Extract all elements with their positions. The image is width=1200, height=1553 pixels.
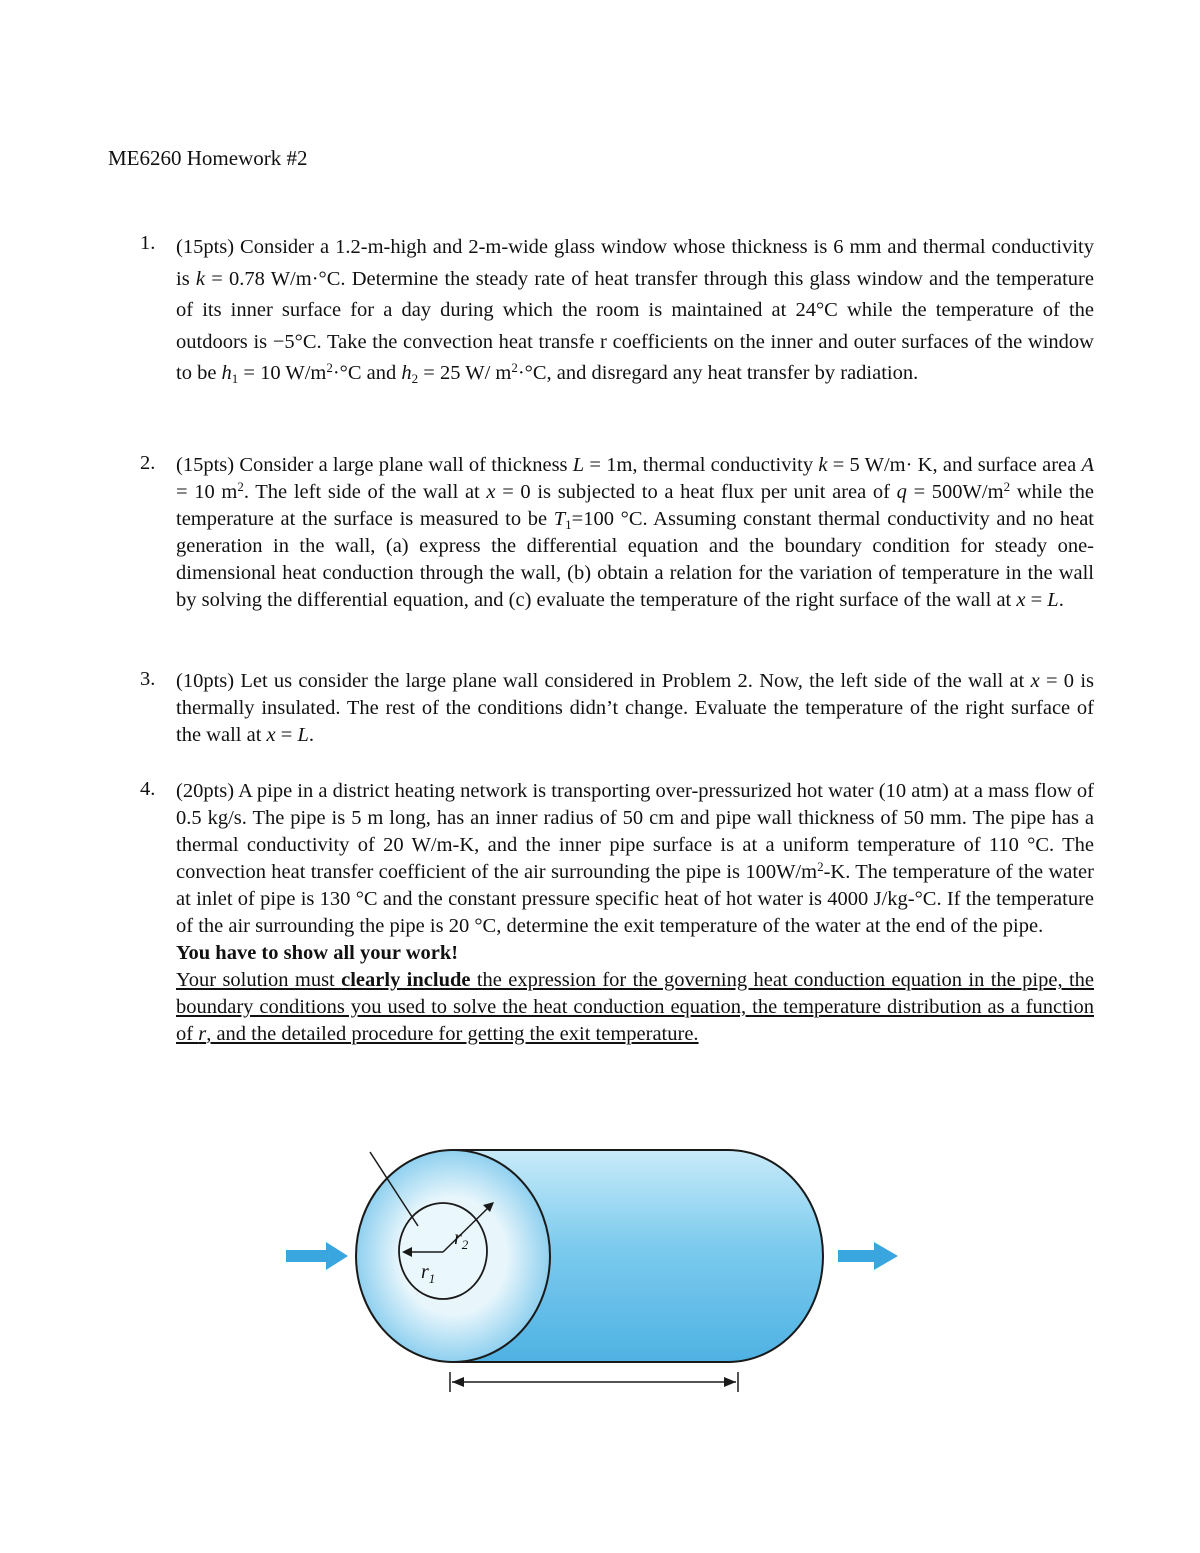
length-dimension	[450, 1372, 738, 1392]
problem-text: (20pts) A pipe in a district heating network is transporting over-pressurized hot water (10 atm) at a mass flow of 0.5 kg/s. The pipe is 5 m long, has an inner radius of 50 cm and pipe wall thickness of 50 mm. The pipe has a thermal conductivity of 20 W/m-K, and the inner pipe surface is at a uniform temperature of 110 °C. The convection heat transfer coefficient of the air surrounding the pipe is $100W/m^2-K$. The temperature of the water at inlet of pipe is 130 °C and the constant pressure specific heat of hot water is 4000 J/kg-°C. If the temperature of the air surrounding the pipe is 20 °C, determine the exit temperature of the water at the end of the pipe.	[176, 780, 1094, 937]
outlet-arrow-icon	[838, 1242, 898, 1270]
problem-4	[140, 778, 1094, 1048]
problem-3	[140, 668, 1094, 749]
problem-number: 4.	[140, 778, 156, 800]
problem-1	[140, 232, 1094, 390]
page-title: ME6260 Homework #2	[108, 146, 308, 170]
problem-2	[140, 452, 1094, 614]
problem-text: (15pts) Consider a large plane wall of thickness L = 1m, thermal conductivity k = 5 W/m· K, and surface area A = 10 $m^2$. The left side of the wall at x = 0 is subjected to a heat flux per unit area of $q = 500W/m^2$ while the temperature at the surface is measured to be $T_1=100$ °C. Assuming constant thermal conductivity and no heat generation in the wall, (a) express the differential equation and the boundary condition for steady one-dimensional heat conduction through the wall, (b) obtain a relation for the variation of temperature in the wall by solving the differential equation, and (c) evaluate the temperature of the right surface of the wall at x = L.	[176, 454, 1094, 611]
problem-number: 3.	[140, 668, 156, 690]
problem-number: 1.	[140, 232, 156, 254]
requirement-note: Your solution must clearly include the expression for the governing heat conduction equation in the pipe, the boundary conditions you used to solve the heat conduction equation, the temperature distribution as a function of r, and the detailed procedure for getting the exit temperature.	[176, 969, 1094, 1045]
pipe-figure	[278, 1148, 918, 1408]
problem-text: (10pts) Let us consider the large plane wall considered in Problem 2. Now, the left side of the wall at x = 0 is thermally insulated. The rest of the conditions didn’t change. Evaluate the temperature of the right surface of the wall at x = L.	[176, 670, 1094, 746]
problem-text: (15pts) Consider a 1.2-m-high and 2-m-wide glass window whose thickness is 6 mm and thermal conductivity is k = 0.78 W/m·°C. Determine the steady rate of heat transfer through this glass window and the temperature of its inner surface for a day during which the room is maintained at 24°C while the temperature of the outdoors is −5°C. Take the convection heat transfe r coefficients on the inner and outer surfaces of the window to be $h_1 = 10$ $W/m^2\cdot^\circ C$ and $h_2 = 25$ W/ $m^2\cdot^\circ C$, and disregard any heat transfer by radiation.	[176, 236, 1094, 386]
emphasis-note: You have to show all your work!	[176, 942, 459, 964]
label-r1: $r_1$	[421, 1261, 436, 1286]
label-r2: $r_2$	[454, 1227, 469, 1252]
inlet-arrow-icon	[286, 1242, 348, 1270]
problem-number: 2.	[140, 452, 156, 474]
